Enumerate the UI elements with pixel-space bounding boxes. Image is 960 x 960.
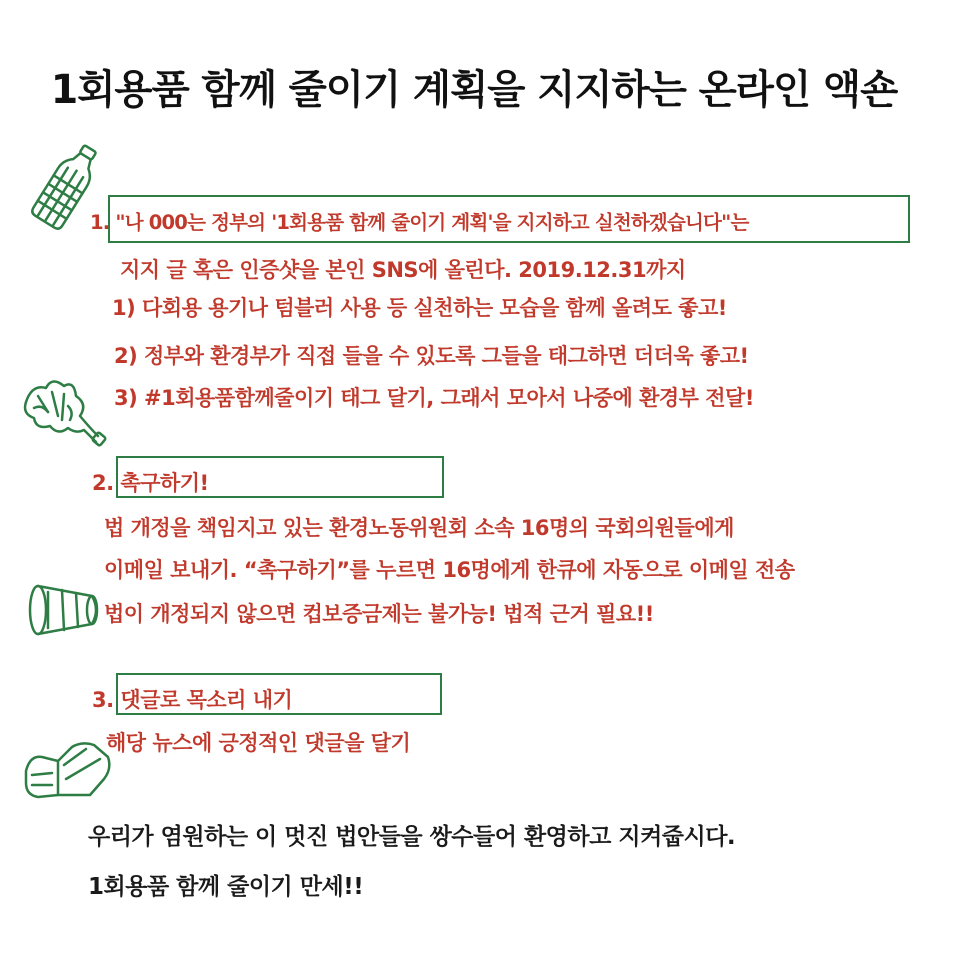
section3-heading-line	[92, 684, 292, 714]
section3-line1: 해당 뉴스에 긍정적인 댓글을 달기	[106, 731, 411, 755]
section2-line3: 법이 개정되지 않으면 컵보증금제는 불가능! 법적 근거 필요!!	[104, 602, 654, 626]
section1-pledge-suffix: 는	[730, 211, 749, 234]
section2-heading: 촉구하기!	[120, 471, 209, 495]
section1-sub1: 1) 다회용 용기나 텀블러 사용 등 실천하는 모습을 함께 올려도 좋고!	[112, 296, 727, 320]
section1-line2: 지지 글 혹은 인증샷을 본인 SNS에 올린다. 2019.12.31까지	[120, 258, 686, 282]
section1-pledge-quote: "나 000는 정부의 '1회용품 함께 줄이기 계획'을 지지하고 실천하겠습니다"	[115, 211, 731, 234]
section1-number: 1.	[90, 211, 110, 234]
section3-number: 3.	[92, 688, 114, 712]
page-title: 1회용품 함께 줄이기 계획을 지지하는 온라인 액숀	[50, 67, 898, 113]
closing-line2: 1회용품 함께 줄이기 만세!!	[88, 874, 364, 900]
section1-sub2: 2) 정부와 환경부가 직접 들을 수 있도록 그들을 태그하면 더더욱 좋고!	[114, 344, 749, 368]
section1-quote-line	[90, 207, 748, 235]
takeout-container-icon	[20, 735, 116, 805]
section3-heading: 댓글로 목소리 내기	[120, 688, 293, 712]
section2-line2: 이메일 보내기. “촉구하기”를 누르면 16명에게 한큐에 자동으로 이메일 전송	[104, 558, 795, 582]
closing-line1: 우리가 염원하는 이 멋진 법안들을 쌍수들어 환영하고 지켜줍시다.	[88, 824, 736, 850]
section2-number: 2.	[92, 471, 114, 495]
crushed-bottle-icon	[18, 372, 108, 452]
plastic-cup-icon	[24, 580, 104, 642]
section2-line1: 법 개정을 책임지고 있는 환경노동위원회 소속 16명의 국회의원들에게	[104, 516, 734, 540]
section2-heading-line	[92, 467, 209, 497]
section1-sub3: 3) #1회용품함께줄이기 태그 달기, 그래서 모아서 나중에 환경부 전달!	[114, 386, 754, 410]
